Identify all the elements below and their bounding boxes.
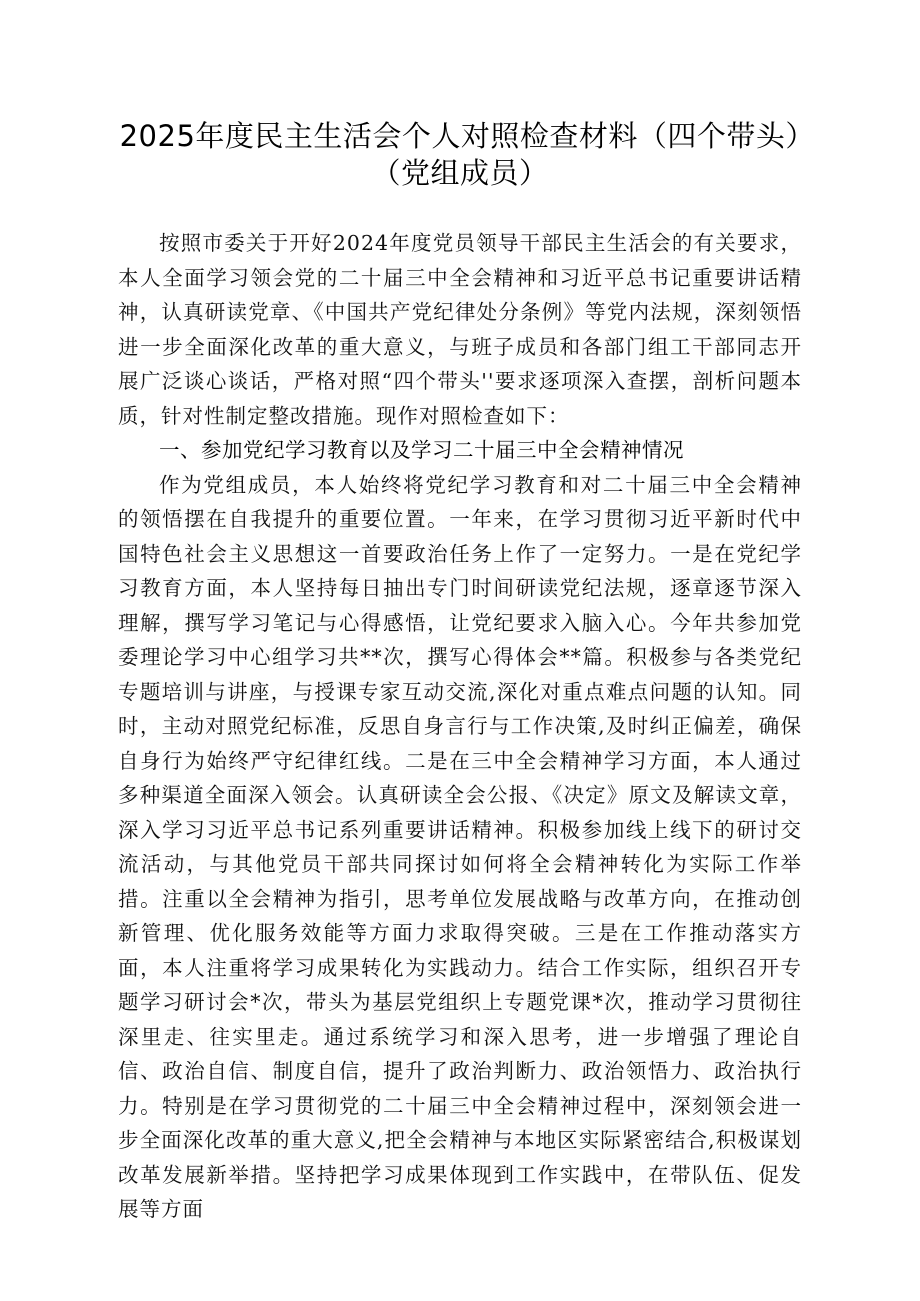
document-page <box>118 118 802 1227</box>
intro-paragraph: 按照市委关于开好2024年度党员领导干部民主生活会的有关要求，本人全面学习领会党的二十届三中全会精神和习近平总书记重要讲话精神，认真研读党章、《中国共产党纪律处分条例》等党内法规，深刻领悟进一步全面深化改革的重大意义，与班子成员和各部门组工干部同志开展广泛谈心谈话，严格对照“四个带头''要求逐项深入查摆，剖析问题本质，针对性制定整改措施。现作对照检查如下： <box>118 231 802 428</box>
section-heading-1: 一、参加党纪学习教育以及学习二十届三中全会精神情况 <box>159 438 684 462</box>
section-1-paragraph: 作为党组成员，本人始终将党纪学习教育和对二十届三中全会精神的领悟摆在自我提升的重要位置。一年来，在学习贯彻习近平新时代中国特色社会主义思想这一首要政治任务上作了一定努力。一是在党纪学习教育方面，本人坚持每日抽出专门时间研读党纪法规，逐章逐节深入理解，撰写学习笔记与心得感悟，让党纪要求入脑入心。今年共参加党委理论学习中心组学习共**次，撰写心得体会**篇。积极参与各类党纪专题培训与讲座，与授课专家互动交流,深化对重点难点问题的认知。同时，主动对照党纪标准，反思自身言行与工作决策,及时纠正偏差，确保自身行为始终严守纪律红线。二是在三中全会精神学习方面，本人通过多种渠道全面深入领会。认真研读全会公报、《决定》原文及解读文章，深入学习习近平总书记系列重要讲话精神。积极参加线上线下的研讨交流活动，与其他党员干部共同探讨如何将全会精神转化为实际工作举措。注重以全会精神为指引，思考单位发展战略与改革方向，在推动创新管理、优化服务效能等方面力求取得突破。三是在工作推动落实方面，本人注重将学习成果转化为实践动力。结合工作实际，组织召开专题学习研讨会*次，带头为基层党组织上专题党课*次，推动学习贯彻往深里走、往实里走。通过系统学习和深入思考，进一步增强了理论自信、政治自信、制度自信，提升了政治判断力、政治领悟力、政治执行力。特别是在学习贯彻党的二十届三中全会精神过程中，深刻领会进一步全面深化改革的重大意义,把全会精神与本地区实际紧密结合,积极谋划改革发展新举措。坚持把学习成果体现到工作实践中，在带队伍、促发展等方面 <box>118 472 802 1221</box>
document-body <box>118 226 802 1227</box>
document-title: 2025年度民主生活会个人对照检查材料（四个带头）（党组成员） <box>119 119 801 190</box>
